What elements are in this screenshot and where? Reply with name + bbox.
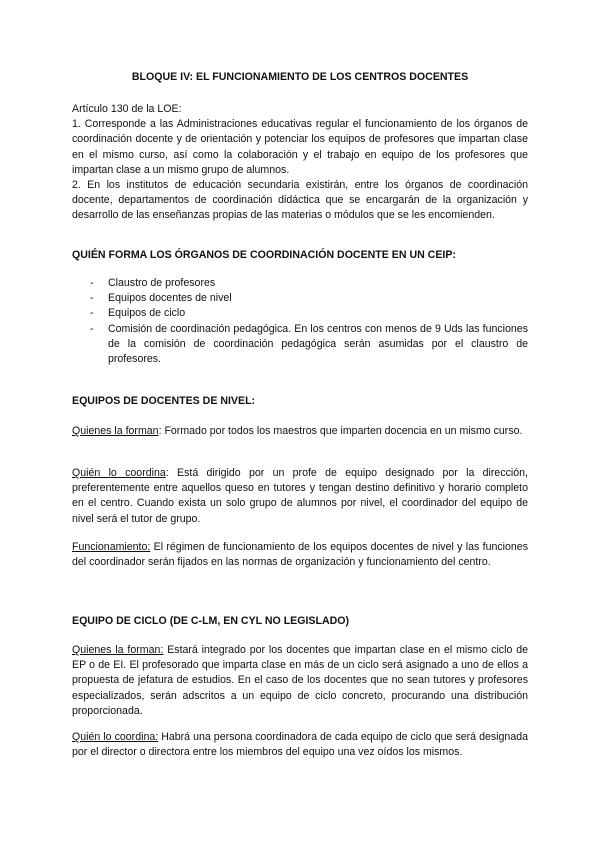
list-item: - Equipos de ciclo — [72, 306, 528, 321]
nivel-heading: EQUIPOS DE DOCENTES DE NIVEL: — [72, 395, 256, 407]
list-item: - Comisión de coordinación pedagógica. En los centros con menos de 9 Uds las funciones de la comisión de coordinación pedagógica serán asumidas por el claustro de profesores. — [72, 322, 528, 368]
document-title: BLOQUE IV: EL FUNCIONAMIENTO DE LOS CENTROS DOCENTES — [131, 71, 469, 83]
ciclo-heading: EQUIPO DE CICLO (DE C-LM, EN CYL NO LEGISLADO) — [72, 615, 350, 627]
articulo-section — [72, 102, 528, 224]
nivel-forman-text: : Formado por todos los maestros que imparten docencia en un mismo curso. — [158, 425, 523, 437]
ciclo-coordina-paragraph — [72, 730, 528, 760]
nivel-funcionamiento-label: Funcionamiento: — [72, 541, 151, 553]
nivel-coordina-text: : Está dirigido por un profe de equipo designado por la dirección, preferentemente entre aquellos queso en tutores y tengan destino definitivo y horario completo en el centro. Cuando exista un solo grupo de alumnos por nivel, el coordinador del equipo de nivel será el tutor de grupo. — [72, 467, 528, 525]
articulo-ref: Artículo 130 de la LOE: — [72, 103, 182, 115]
ciclo-coordina-text: Habrá una persona coordinadora de cada equipo de ciclo que será designada por el director o directora entre los miembros del equipo una vez oídos los mismos. — [72, 731, 528, 759]
articulo-paragraph-2: 2. En los institutos de educación secundaria existirán, entre los órganos de coordinación docente, departamentos de coordinación didáctica que se encargarán de la organización y desarrollo de las enseñanzas propias de las materias o módulos que se les encomienden. — [72, 179, 528, 222]
list-item: - Claustro de profesores — [72, 276, 528, 291]
organos-list — [72, 276, 528, 367]
ciclo-forman-text: Estará integrado por los docentes que impartan clase en el mismo ciclo de EP o de EI. El profesorado que imparta clase en más de un ciclo será asignado a uno de ellos a propuesta de jefatura de estudios. En el caso de los docentes que no sean tutores y profesores especializados, serán adscritos a un equipo de ciclo concreto, procurando una distribución proporcionada. — [72, 644, 528, 717]
organos-heading: QUIÉN FORMA LOS ÓRGANOS DE COORDINACIÓN DOCENTE EN UN CEIP: — [72, 249, 456, 261]
nivel-forman-label: Quienes la forman — [72, 425, 159, 437]
nivel-funcionamiento-paragraph — [72, 540, 528, 570]
nivel-coordina-paragraph — [72, 466, 528, 527]
ciclo-forman-paragraph — [72, 643, 528, 719]
ciclo-coordina-label: Quién lo coordina: — [72, 731, 159, 743]
nivel-coordina-label: Quién lo coordina — [72, 467, 166, 479]
articulo-paragraph-1: 1. Corresponde a las Administraciones educativas regular el funcionamiento de los órganos de coordinación docente y de orientación y potenciar los equipos de profesores que impartan clase en el mismo curso, así como la colaboración y el trabajo en equipo de los profesores que impartan clase a un mismo grupo de alumnos. — [72, 118, 528, 176]
ciclo-forman-label: Quienes la forman: — [72, 644, 164, 656]
nivel-funcionamiento-text: El régimen de funcionamiento de los equipos docentes de nivel y las funciones del coordinador serán fijados en las normas de organización y funcionamiento del centro. — [72, 541, 528, 569]
nivel-forman-paragraph — [72, 424, 528, 439]
list-item: - Equipos docentes de nivel — [72, 291, 528, 306]
